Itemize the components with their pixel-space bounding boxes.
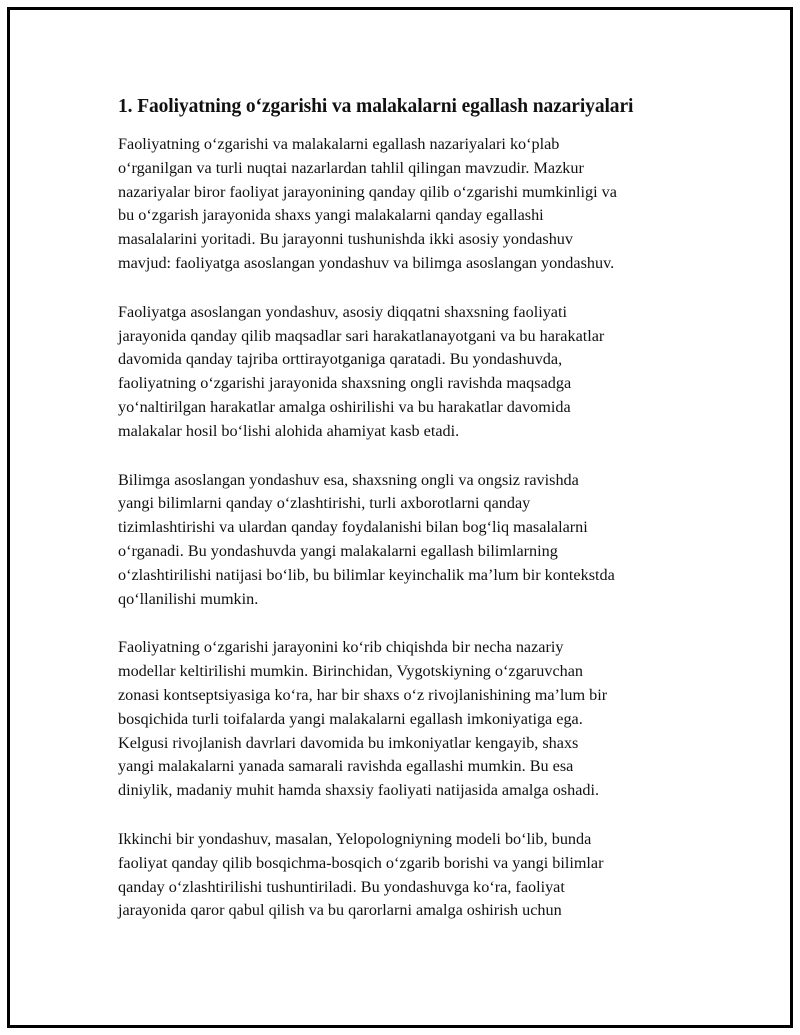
text-line: zonasi kontseptsiyasiga ko‘ra, har bir shaxs o‘z rivojlanishining ma’lum bir: [118, 685, 608, 704]
text-line: Kelgusi rivojlanish davrlari davomida bu imkoniyatlar kengayib, shaxs: [118, 733, 579, 752]
text-line: qanday o‘zlashtirilishi tushuntiriladi. Bu yondashuvga ko‘ra, faoliyat: [118, 877, 565, 896]
text-line: masalalarini yoritadi. Bu jarayonni tushunishda ikki asosiy yondashuv: [118, 230, 573, 249]
text-line: o‘zlashtirilishi natijasi bo‘lib, bu bilimlar keyinchalik ma’lum bir kontekstda: [118, 565, 615, 584]
paragraph-2: [118, 301, 698, 444]
paragraph-4: [118, 636, 698, 803]
text-line: Ikkinchi bir yondashuv, masalan, Yelopologniyning modeli bo‘lib, bunda: [118, 829, 592, 848]
text-line: jarayonida qanday qilib maqsadlar sari harakatlanayotgani va bu harakatlar: [118, 326, 605, 345]
text-line: mavjud: faoliyatga asoslangan yondashuv va bilimga asoslangan yondashuv.: [118, 253, 615, 272]
text-line: Faoliyatga asoslangan yondashuv, asosiy diqqatni shaxsning faoliyati: [118, 302, 567, 321]
text-line: faoliyat qanday qilib bosqichma-bosqich o‘zgarib borishi va yangi bilimlar: [118, 853, 604, 872]
text-line: davomida qanday tajriba orttirayotganiga qaratadi. Bu yondashuvda,: [118, 350, 563, 369]
text-line: diniylik, madaniy muhit hamda shaxsiy faoliyati natijasida amalga oshadi.: [118, 781, 600, 800]
text-line: bu o‘zgarish jarayonida shaxs yangi malakalarni qanday egallashi: [118, 206, 544, 225]
text-line: Faoliyatning o‘zgarishi va malakalarni egallash nazariyalari ko‘plab: [118, 135, 560, 153]
text-line: yangi malakalarni yanada samarali ravishda egallashi mumkin. Bu esa: [118, 757, 574, 776]
text-line: modellar keltirilishi mumkin. Birinchidan, Vygotskiyning o‘zgaruvchan: [118, 662, 584, 681]
text-line: nazariyalar biror faoliyat jarayonining qanday qilib o‘zgarishi mumkinligi va: [118, 182, 617, 201]
text-line: Faoliyatning o‘zgarishi jarayonini ko‘rib chiqishda bir necha nazariy: [118, 638, 564, 657]
text-line: bosqichida turli toifalarda yangi malakalarni egallash imkoniyatiga ega.: [118, 709, 583, 728]
text-line: qo‘llanilishi mumkin.: [118, 589, 259, 608]
document-body: [118, 93, 698, 948]
text-line: tizimlashtirishi va ulardan qanday foydalanishi bilan bog‘liq masalalarni: [118, 518, 588, 537]
paragraph-1: [118, 133, 698, 276]
section-heading: 1. Faoliyatning o‘zgarishi va malakalarni egallash nazariyalari: [118, 96, 634, 117]
paragraph-3: [118, 469, 698, 612]
text-line: o‘rganilgan va turli nuqtai nazarlardan tahlil qilingan mavzudir. Mazkur: [118, 158, 584, 177]
text-line: yo‘naltirilgan harakatlar amalga oshirilishi va bu harakatlar davomida: [118, 397, 571, 416]
text-line: Bilimga asoslangan yondashuv esa, shaxsning ongli va ongsiz ravishda: [118, 470, 579, 489]
text-line: malakalar hosil bo‘lishi alohida ahamiyat kasb etadi.: [118, 421, 460, 440]
text-line: faoliyatning o‘zgarishi jarayonida shaxsning ongli ravishda maqsadga: [118, 374, 572, 393]
text-line: jarayonida qaror qabul qilish va bu qarorlarni amalga oshirish uchun: [118, 901, 562, 920]
paragraph-5: [118, 828, 698, 923]
text-line: yangi bilimlarni qanday o‘zlashtirishi, turli axborotlarni qanday: [118, 494, 531, 513]
text-line: o‘rganadi. Bu yondashuvda yangi malakalarni egallash bilimlarning: [118, 541, 558, 560]
